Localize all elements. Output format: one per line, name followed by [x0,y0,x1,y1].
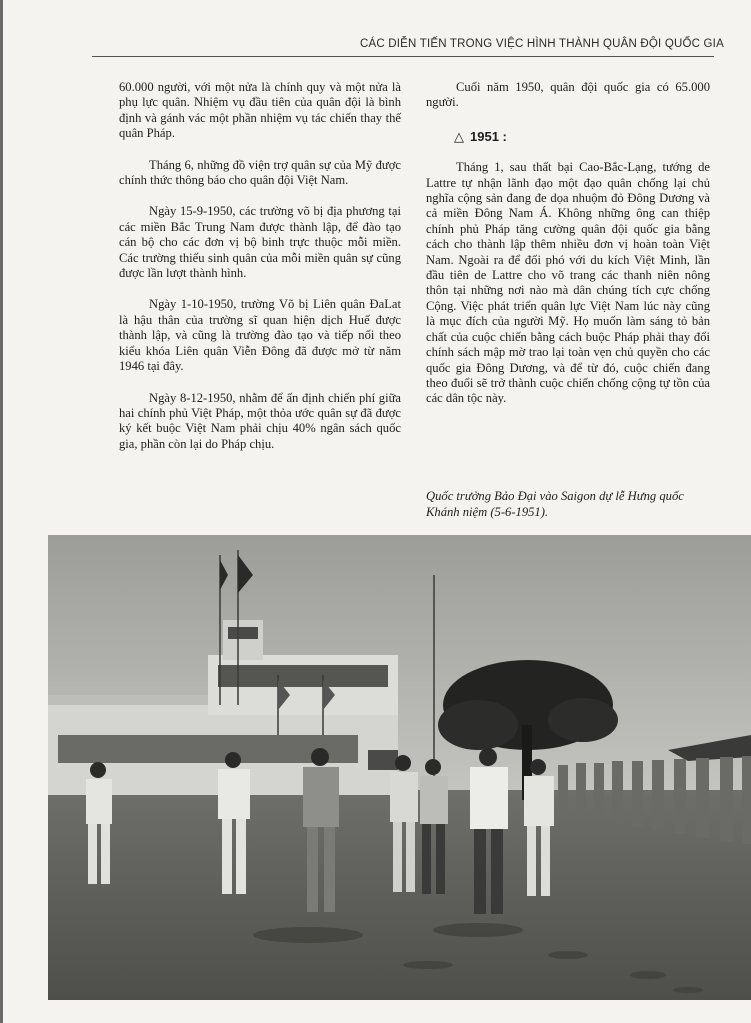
paragraph: Ngày 15-9-1950, các trường võ bị địa phương tại các miền Bắc Trung Nam được thành lập, để đào tạo cán bộ cho các đơn vị bộ binh trực thuộc mỗi miền. Các trường thiếu sinh quân của mỗi miền quân sự cũng được lần lượt thành hình. [119,204,401,281]
left-column [119,80,401,468]
year-heading [454,129,710,144]
paragraph: Ngày 1-10-1950, trường Võ bị Liên quân ĐaLat là hậu thân của trường sĩ quan hiện dịch Huế được thành lập, và cũng là trường đào tạo và tiếp nối theo kiểu khóa Liên quân Viễn Đông đã được mở từ năm 1946 tại đây. [119,297,401,374]
paragraph: Tháng 6, những đồ viện trợ quân sự của Mỹ được chính thức thông báo cho quân đội Việt Nam. [119,157,401,188]
right-column [426,80,710,423]
triangle-icon: △ [454,128,464,144]
page-edge [0,0,3,1023]
year-label: 1951 : [470,128,507,144]
ceremony-photo [48,535,751,1000]
ceremony-photo-drawing [48,535,751,1000]
header-divider [92,56,714,57]
paragraph: Tháng 1, sau thất bại Cao-Bắc-Lạng, tướng de Lattre tự nhận lãnh đạo một đạo quân chống lại chủ nghĩa cộng sản đang đe dọa nhuộm đỏ Đông Dương và cả miền Đông Nam Á. Không những ông can thiệp chính phủ Pháp tăng cường quân đội quốc gia bằng cách cho thành lập thêm nhiều đơn vị hoàn toàn Việt Nam. Ngoài ra để đối phó với du kích Việt Minh, lần đầu tiên de Lattre cho võ trang các thanh niên nông thôn tại những nơi nào mà dân chúng tích cực chống Cộng. Việc phát triển quân lực Việt Nam lúc này cũng là mục đích của người Mỹ. Họ muốn làm sáng tỏ bản chất của cuộc chiến bằng cách buộc Pháp phải thay đổi chính sách mập mờ trao lại toàn vẹn chủ quyền cho các quốc gia Đông Dương, và để từ đó, cuộc chiến đang theo đuổi sẽ trở thành cuộc chiến chống cộng tự tồn của các dân tộc này. [426,160,710,406]
paragraph: 60.000 người, với một nửa là chính quy và một nửa là phụ lực quân. Nhiệm vụ đầu tiên của quân đội là bình định và gánh vác một phần nhiệm vụ tác chiến thay thế quân Pháp. [119,80,401,141]
paragraph: Ngày 8-12-1950, nhằm để ấn định chiến phí giữa hai chính phủ Việt Pháp, một thỏa ước quân sự đã được ký kết buộc Việt Nam phải chịu 40% ngân sách quốc gia, phần còn lại do Pháp chịu. [119,390,401,451]
photo-caption: Quốc trưởng Bảo Đại vào Saigon dự lễ Hưng quốc Khánh niệm (5-6-1951). [426,489,684,519]
running-header: CÁC DIỄN TIẾN TRONG VIỆC HÌNH THÀNH QUÂN ĐỘI QUỐC GIA [360,38,724,50]
paragraph-intro: Cuối năm 1950, quân đội quốc gia có 65.000 người. [426,80,710,110]
